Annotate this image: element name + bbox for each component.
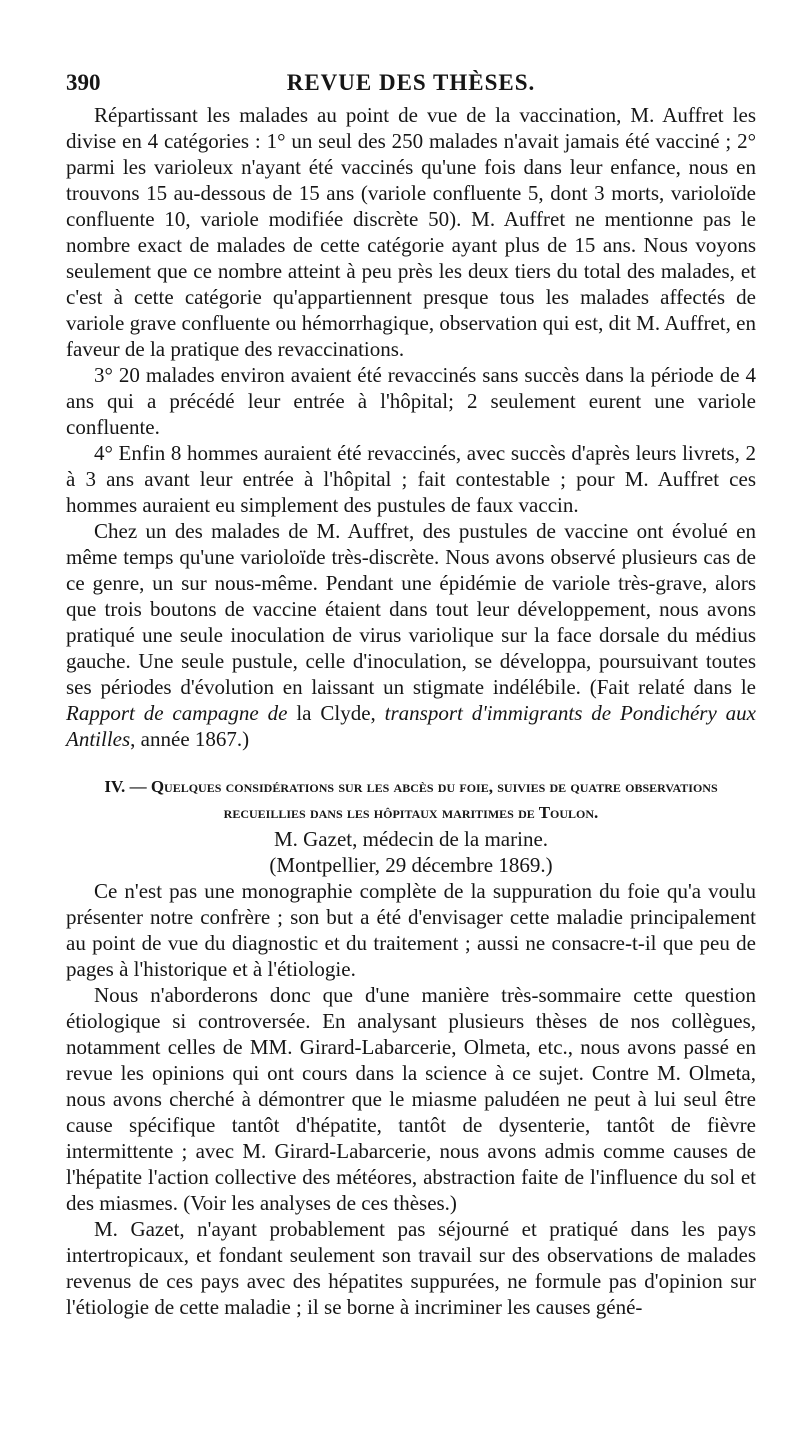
running-head: REVUE DES THÈSES. xyxy=(286,70,536,95)
paragraph-revaccinated-without-success: 3° 20 malades environ avaient été revaccinés sans succès dans la période de 4 ans qui a précédé leur entrée à l'hôpital; 2 seulement eurent une variole confluente. xyxy=(66,363,756,439)
paragraph-vaccine-and-varioloid xyxy=(66,518,756,752)
place-date-line: (Montpellier, 29 décembre 1869.) xyxy=(269,853,553,877)
paragraph-etiology: Nous n'aborderons donc que d'une manière très-sommaire cette question étiologique si controversée. En analysant plusieurs thèses de nos collègues, notamment celles de MM. Girard-Labarcerie, Olmeta, etc., nous avons passé en revue les opinions qui ont cours dans la science à ce sujet. Contre M. Olmeta, nous avons cherché à démontrer que le miasme paludéen ne peut à lui seul être cause spécifique tantôt d'hépatite, tantôt de dysenterie, tantôt de fièvre intermittente ; avec M. Girard-Labarcerie, nous avons admis comme causes de l'hépatite l'action collective des météores, abstraction faite de l'influence du sol et des miasmes. (Voir les analyses de ces thèses.) xyxy=(66,983,756,1215)
paragraph-vaccination-categories: Répartissant les malades au point de vue de la vaccination, M. Auffret les divise en 4 catégories : 1° un seul des 250 malades n'avait jamais été vacciné ; 2° parmi les varioleux n'ayant été vaccinés qu'une fois dans leur enfance, nous en trouvons 15 au-dessous de 15 ans (variole confluente 5, dont 3 morts, varioloïde confluente 10, variole modifiée discrète 50). M. Auffret ne mentionne pas le nombre exact de malades de cette catégorie ayant plus de 15 ans. Nous voyons seulement que ce nombre atteint à peu près les deux tiers du total des malades, et c'est à cette catégorie qu'appartiennent presque tous les malades affectés de variole grave confluente ou hémorrhagique, observation qui est, dit M. Auffret, en faveur de la pratique des revaccinations. xyxy=(66,103,756,361)
paragraph-revaccinated-with-success: 4° Enfin 8 hommes auraient été revaccinés, avec succès d'après leurs livrets, 2 à 3 ans avant leur entrée à l'hôpital ; fait contestable ; pour M. Auffret ces hommes auraient eu simplement des pustules de faux vaccin. xyxy=(66,441,756,517)
page-number: 390 xyxy=(66,70,101,95)
section-heading xyxy=(66,774,756,826)
paragraph-gazet: M. Gazet, n'ayant probablement pas séjourné et pratiqué dans les pays intertropicaux, et fondant seulement son travail sur des observations de malades revenus de ces pays avec des hépatites suppurées, ne formule pas d'opinion sur l'étiologie de cette maladie ; il se borne à incriminer les causes géné- xyxy=(66,1217,756,1319)
paragraph-text: Chez un des malades de M. Auffret, des pustules de vaccine ont évolué en même temps qu'une varioloïde très-discrète. Nous avons observé plusieurs cas de ce genre, un sur nous-même. Pendant une épidémie de variole très-grave, alors que trois boutons de vaccine étaient dans tout leur développement, nous avons pratiqué une seule inoculation de virus variolique sur la face dorsale du médius gauche. Une seule pustule, celle d'inoculation, se développa, poursuivant toutes ses périodes d'évolution en laissant un stigmate indélébile. (Fait relaté dans le xyxy=(66,519,756,699)
page-body xyxy=(66,102,756,1320)
section-title: — Quelques considérations sur les abcès du foie, suivies de quatre observations recueillies dans les hôpitaux maritimes de Toulon. xyxy=(129,777,718,822)
paragraph-text: la Clyde, xyxy=(287,701,385,725)
report-title: Rapport de campagne de xyxy=(66,701,288,725)
page-header xyxy=(66,70,756,102)
transport-title: transport d'immigrants de Pondichéry aux Antilles xyxy=(66,701,756,751)
paragraph-monograph: Ce n'est pas une monographie complète de la suppuration du foie qu'a voulu présenter notre confrère ; son but a été d'envisager cette maladie principalement au point de vue du diagnostic et du traitement ; aussi ne consacre-t-il que peu de pages à l'historique et à l'étiologie. xyxy=(66,879,756,981)
paragraph-text: , année 1867.) xyxy=(130,727,250,751)
author-line: M. Gazet, médecin de la marine. xyxy=(273,827,549,851)
section-numeral: IV. xyxy=(104,777,126,796)
